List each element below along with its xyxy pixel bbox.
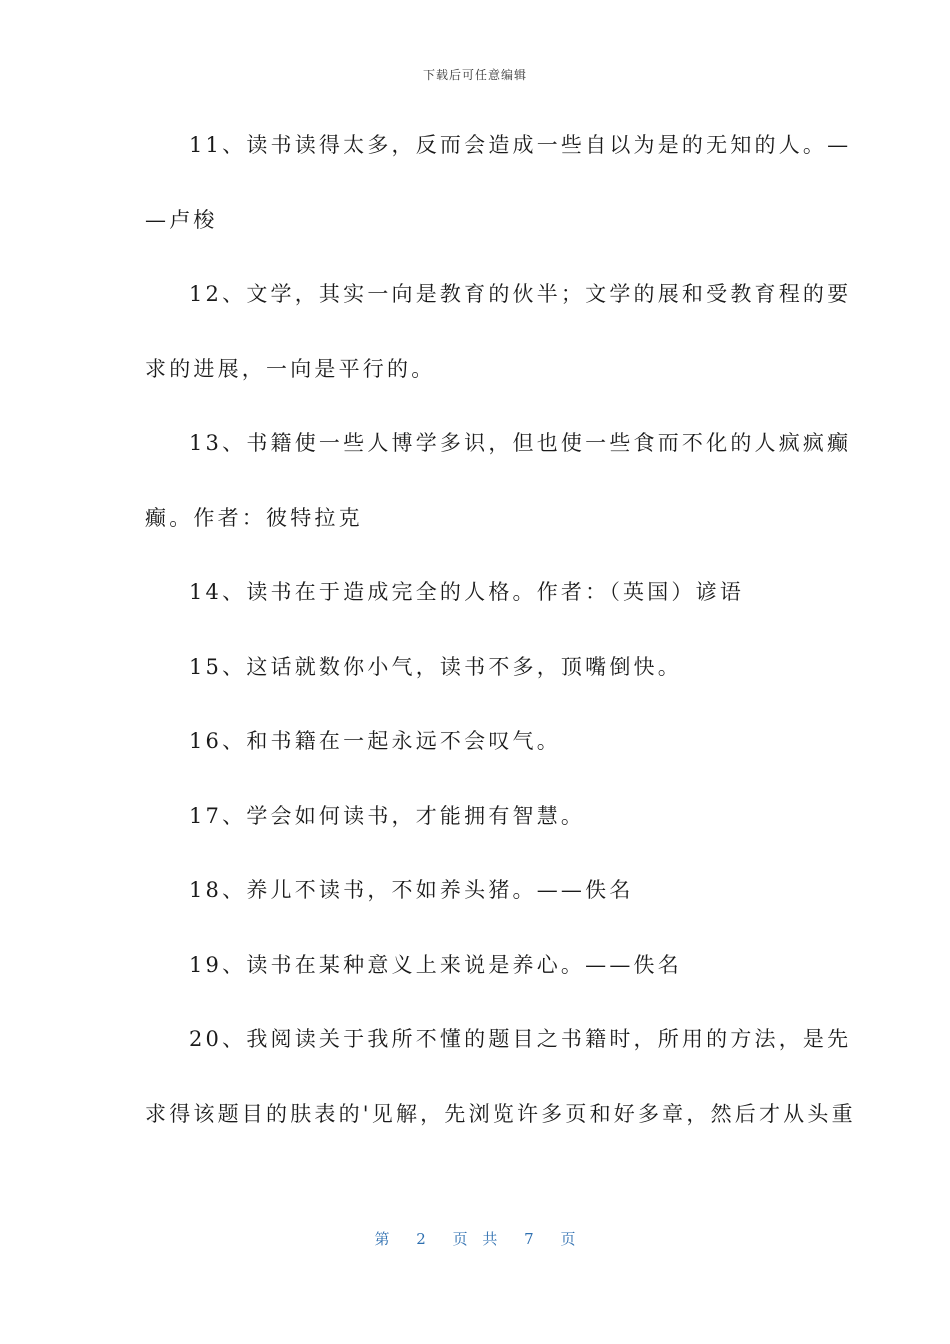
footer-page-number: 2 (416, 1230, 426, 1248)
paragraph-14: 14、读书在于造成完全的人格。作者：（英国）谚语 (189, 580, 745, 604)
paragraph-20-line-2: 求得该题目的肤表的'见解，先浏览许多页和好多章，然后才从头重 (145, 1101, 856, 1126)
paragraph-15: 15、这话就数你小气，读书不多，顶嘴倒快。 (189, 654, 682, 679)
paragraph-18: 18、养儿不读书，不如养头猪。——佚名 (189, 878, 634, 902)
document-body (145, 120, 856, 1163)
paragraph-11-line-1: 11、读书读得太多，反而会造成一些自以为是的无知的人。— (189, 133, 852, 157)
paragraph-12-line-1: 12、文学，其实一向是教育的伙半；文学的展和受教育程的要 (189, 282, 852, 306)
page-header: 下载后可任意编辑 (422, 68, 527, 82)
paragraph-11-line-2: —卢梭 (145, 207, 218, 232)
paragraph-19: 19、读书在某种意义上来说是养心。——佚名 (189, 952, 682, 977)
footer-suffix: 页 (560, 1230, 576, 1248)
paragraph-13-line-1: 13、书籍使一些人博学多识，但也使一些食而不化的人疯疯癫 (189, 431, 852, 455)
footer-total-pages: 7 (524, 1230, 534, 1248)
paragraph-13-line-2: 癫。作者：彼特拉克 (145, 505, 363, 530)
paragraph-12-line-2: 求的进展，一向是平行的。 (145, 356, 436, 381)
page-footer (0, 1228, 950, 1249)
paragraph-17: 17、学会如何读书，才能拥有智慧。 (189, 803, 586, 828)
paragraph-16: 16、和书籍在一起永远不会叹气。 (189, 729, 561, 753)
footer-middle: 页 共 (452, 1230, 498, 1248)
paragraph-20-line-1: 20、我阅读关于我所不懂的题目之书籍时，所用的方法，是先 (189, 1027, 852, 1051)
footer-prefix: 第 (374, 1230, 390, 1248)
